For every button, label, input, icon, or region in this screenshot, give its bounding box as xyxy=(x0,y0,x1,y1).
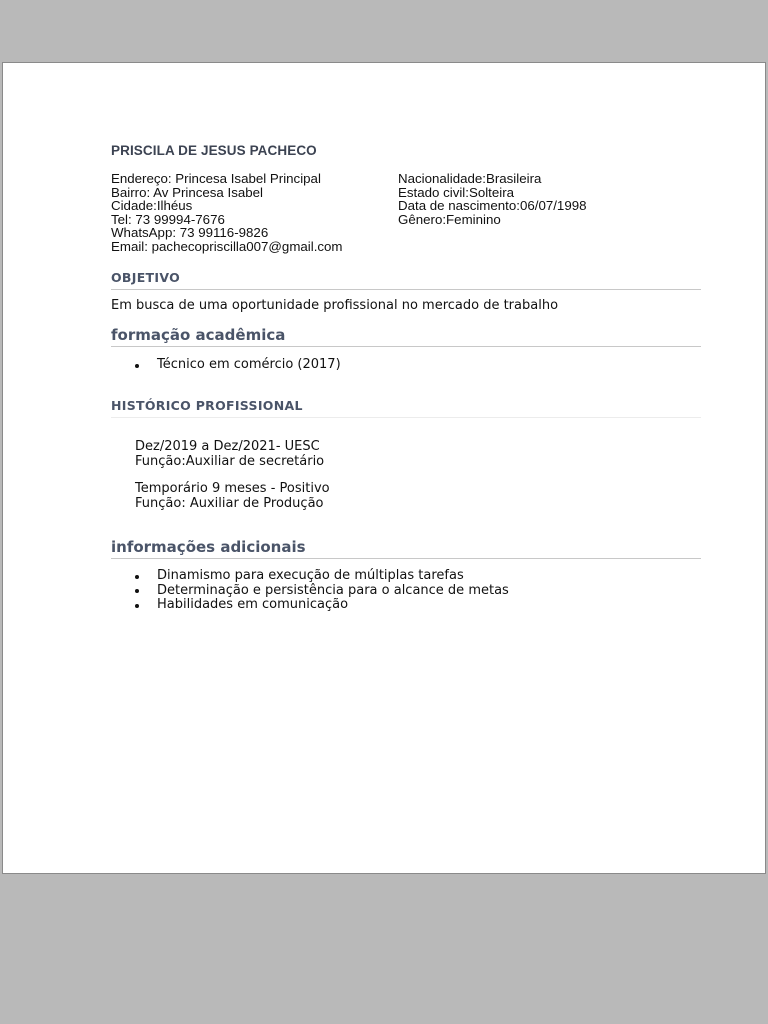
job-period: Dez/2019 a Dez/2021- UESC xyxy=(135,439,320,454)
list-item xyxy=(111,358,341,373)
candidate-name: PRISCILA DE JESUS PACHECO xyxy=(111,143,317,158)
bullet-icon xyxy=(135,589,139,593)
additional-info-list xyxy=(111,569,509,613)
list-item xyxy=(111,598,509,613)
list-item xyxy=(111,584,509,599)
personal-info xyxy=(398,172,587,226)
list-item-text: Determinação e persistência para o alcance de metas xyxy=(157,582,509,598)
bullet-icon xyxy=(135,575,139,579)
bullet-icon xyxy=(135,604,139,608)
list-item xyxy=(111,569,509,584)
job-role: Função: Auxiliar de Produção xyxy=(135,495,324,511)
email-line: Email: pachecopriscilla007@gmail.com xyxy=(111,238,343,254)
contact-info xyxy=(111,172,343,253)
education-heading: formação acadêmica xyxy=(111,326,701,347)
nationality-line: Nacionalidade:Brasileira xyxy=(398,171,542,186)
job-period: Temporário 9 meses - Positivo xyxy=(135,481,330,496)
city-line: Cidade:Ilhéus xyxy=(111,198,193,213)
additional-info-heading: informações adicionais xyxy=(111,538,701,559)
job-role: Função:Auxiliar de secretário xyxy=(135,453,325,469)
list-item-text: Técnico em comércio (2017) xyxy=(157,357,341,372)
birthdate-line: Data de nascimento:06/07/1998 xyxy=(398,198,587,213)
list-item-text: Habilidades em comunicação xyxy=(157,597,349,612)
gender-line: Gênero:Feminino xyxy=(398,211,501,227)
list-item-text: Dinamismo para execução de múltiplas tarefas xyxy=(157,568,464,583)
education-list xyxy=(111,358,341,373)
neighborhood-line: Bairro: Av Princesa Isabel xyxy=(111,184,264,200)
history-heading: HISTÓRICO PROFISSIONAL xyxy=(111,398,701,418)
objective-heading: OBJETIVO xyxy=(111,270,701,290)
whatsapp-line: WhatsApp: 73 99116-9826 xyxy=(111,225,269,240)
document-page xyxy=(2,62,766,874)
bullet-icon xyxy=(135,364,139,368)
marital-status-line: Estado civil:Solteira xyxy=(398,184,515,200)
job-entry xyxy=(135,482,330,511)
objective-text: Em busca de uma oportunidade profissional no mercado de trabalho xyxy=(111,298,559,313)
phone-line: Tel: 73 99994-7676 xyxy=(111,211,225,227)
address-line: Endereço: Princesa Isabel Principal xyxy=(111,171,321,186)
job-entry xyxy=(135,440,324,469)
